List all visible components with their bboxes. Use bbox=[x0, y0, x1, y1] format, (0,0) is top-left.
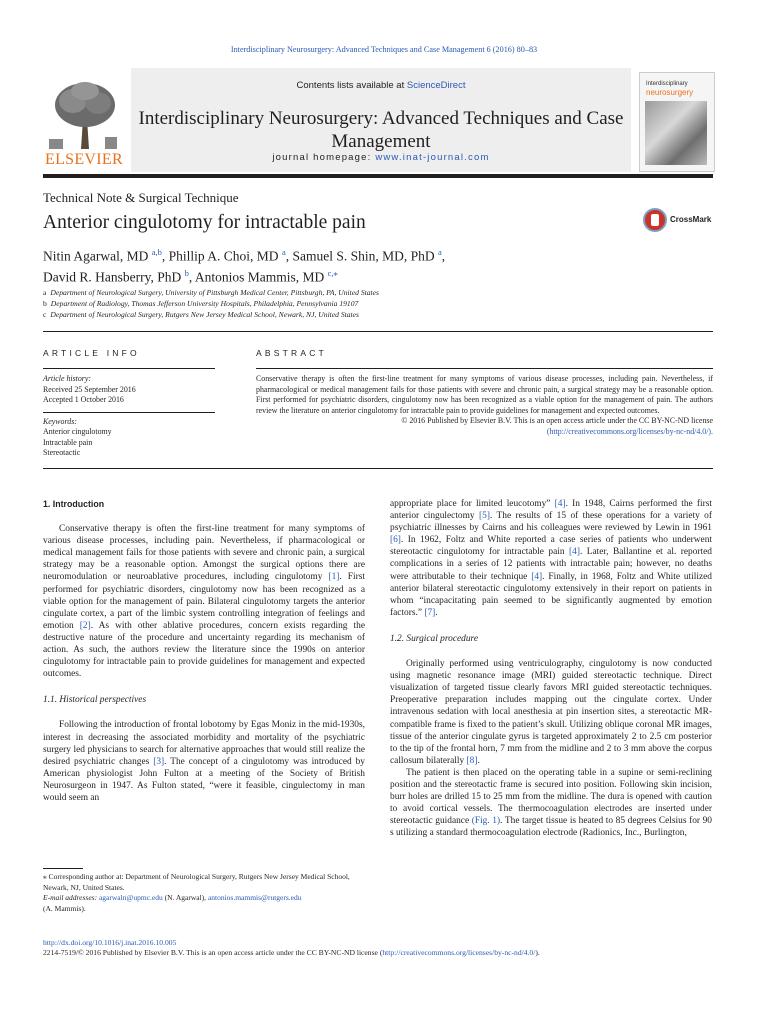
contents-prefix: Contents lists available at bbox=[296, 80, 407, 91]
author-affil-marker[interactable]: a,b bbox=[151, 247, 162, 257]
email-owner-line: (A. Mammis). bbox=[43, 903, 86, 913]
paragraph bbox=[43, 719, 365, 804]
section-heading: 1. Introduction bbox=[43, 499, 105, 509]
keywords-label: Keywords: bbox=[43, 416, 77, 426]
text-run: Conservative therapy is often the first-line treatment for many symptoms of various disease processes, including pain. Nevertheless, if pharmacological or medical management fails for those patients with severe and chronic pain, a surgical strategy may be a reasonable option. Amongst the surgical options there are neuromodulation or neuroablative procedures, including cingulotomy bbox=[43, 524, 365, 583]
affiliations bbox=[43, 287, 379, 320]
affiliations-divider bbox=[43, 331, 713, 332]
citation-link[interactable]: [5] bbox=[479, 511, 490, 522]
keyword: Intractable pain bbox=[43, 437, 93, 447]
masthead bbox=[43, 68, 713, 172]
text-run: . In 1948, Cairns performed the first anterior cingulectomy bbox=[390, 499, 713, 522]
email-note bbox=[43, 893, 365, 904]
abstract-text: Conservative therapy is often the first-line treatment for many symptoms of various disease processes, including pain. Nevertheless, if pharmacological or medical management fails for those patients with severe and chronic pain, a surgical strategy may be a reasonable option. First performed for psychiatric disorders, cingulotomy now has been recognized as a viable option for the management of pain. The authors review the literature on anterior cingulotomy for intractable pain to provide guidelines for management and expected outcomes. bbox=[256, 374, 713, 415]
received-date: Received 25 September 2016 bbox=[43, 384, 136, 394]
figure-link[interactable]: (Fig. 1) bbox=[471, 816, 501, 827]
affiliation-text: Department of Radiology, Thomas Jefferson University Hospitals, Philadelphia, Pennsylvania 19107 bbox=[50, 299, 359, 308]
text-run: The patient is then placed on the operating table in a supine or semi-reclining position and the stereotactic frame is secured into position. Following skin incision, burr holes are drilled 15 to 25 mm from the midline. The dura is opened with caution to avoid cortical vessels. The thermocoagulation electrodes are inserted under stereotactic guidance bbox=[390, 767, 712, 827]
author-affil-marker[interactable]: b bbox=[184, 267, 189, 278]
text-run: appropriate place for limited leucotomy” bbox=[390, 499, 555, 509]
affiliation-item bbox=[43, 287, 379, 298]
abstract-rule bbox=[256, 368, 713, 369]
text-run: . Finally, in 1968, Foltz and White utilized anterior bilateral stereotactic cingulotomy extensively in their report on patients in whom “incapacitating pain seemed to be significantly augmented by emotion factors.” bbox=[390, 571, 712, 618]
paragraph bbox=[390, 658, 712, 767]
text-run: . Later, Ballantine et al. reported complications in a series of 12 patients with intractable pain; however, no deaths were attributable to their technique bbox=[390, 547, 712, 582]
author-name: David R. Hansberry, PhD bbox=[43, 269, 182, 284]
cover-title-line1: Interdisciplinary bbox=[646, 81, 688, 87]
affiliation-text: Department of Neurological Surgery, University of Pittsburgh Medical Center, Pittsburgh, PA, United States bbox=[50, 288, 379, 297]
abstract-bottom-rule bbox=[43, 468, 713, 469]
cover-title-line2: neurosurgery bbox=[646, 88, 694, 97]
body-column-right bbox=[390, 498, 712, 839]
author-line-1 bbox=[43, 244, 445, 265]
author-name: Antonios Mammis, MD bbox=[194, 269, 325, 284]
affiliation-text: Department of Neurological Surgery, Rutgers New Jersey Medical School, Newark, NJ, United States bbox=[50, 310, 359, 319]
crossmark-label: CrossMark bbox=[670, 215, 712, 224]
footnote-rule bbox=[43, 868, 83, 869]
citation-link[interactable]: [6] bbox=[390, 535, 401, 546]
issn-text: 2214-7519/© 2016 Published by Elsevier B.V. This is an open access article under the CC BY-NC-ND license ( bbox=[43, 948, 383, 958]
elsevier-logo bbox=[43, 79, 125, 171]
text-run: . The results of 15 of these operations for a variety of psychiatric illnesses by Cairns and his colleagues were reviewed by Lewin in 1961 bbox=[390, 511, 712, 534]
body-column-left bbox=[43, 498, 365, 804]
history-label: Article history: bbox=[43, 374, 91, 383]
text-run: . The concept of a cingulotomy was introduced by American physiologist John Fulton at a meeting of the Society of British Neurosurgeon in 1947. As Fulton stated, “were it feasible, cingulectomy in man would seem an bbox=[43, 756, 365, 803]
abstract-license-link[interactable]: (http://creativecommons.org/licenses/by-nc-nd/4.0/). bbox=[546, 426, 713, 436]
author-list bbox=[43, 244, 445, 285]
author-name: Samuel S. Shin, MD, PhD bbox=[292, 248, 435, 264]
journal-homepage bbox=[131, 152, 631, 163]
doi-link[interactable]: http://dx.doi.org/10.1016/j.inat.2016.10.005 bbox=[43, 938, 177, 947]
author-sep: , bbox=[285, 248, 293, 264]
author-sep: , bbox=[441, 248, 446, 264]
author-name: Nitin Agarwal, MD bbox=[43, 248, 149, 264]
keyword: Anterior cingulotomy bbox=[43, 427, 112, 436]
abstract-license: © 2016 Published by Elsevier B.V. This is an open access article under the CC BY-NC-ND license bbox=[401, 416, 713, 426]
author-affil-marker[interactable]: c,⁎ bbox=[327, 267, 338, 278]
author-affil-marker[interactable]: a bbox=[438, 247, 442, 257]
article-info-rule bbox=[43, 368, 215, 369]
journal-title: Interdisciplinary Neurosurgery: Advanced Techniques and Case Management bbox=[138, 108, 624, 152]
crossmark-badge[interactable] bbox=[643, 208, 715, 236]
text-run: . bbox=[477, 755, 480, 766]
article-type: Technical Note & Surgical Technique bbox=[43, 190, 239, 205]
journal-banner bbox=[131, 68, 631, 172]
citation-link[interactable]: [7] bbox=[424, 607, 436, 618]
citation-link[interactable]: [2] bbox=[79, 620, 91, 631]
citation-link[interactable]: [8] bbox=[466, 755, 478, 766]
email-link[interactable]: agarwaln@upmc.edu bbox=[98, 893, 163, 902]
tree-icon bbox=[43, 79, 125, 151]
text-run: Following the introduction of frontal lobotomy by Egas Moniz in the mid-1930s, interest in decreasing the associated morbidity and mortality of the psychiatric surgery led physicians to search for alternative approaches that would still realize the desired psychiatric changes bbox=[43, 720, 365, 767]
homepage-label: journal homepage: bbox=[272, 152, 376, 163]
crossmark-icon bbox=[643, 208, 667, 232]
email-owner: (N. Agarwal), bbox=[162, 893, 208, 902]
issn-line bbox=[43, 948, 713, 958]
affiliation-marker: c bbox=[43, 310, 47, 319]
author-affil-marker[interactable]: a bbox=[281, 247, 286, 257]
citation-link[interactable]: [3] bbox=[153, 756, 165, 767]
article-info bbox=[43, 374, 215, 459]
text-run: . In 1962, Foltz and White reported a case series of patients who underwent stereotactic cingulotomy for intractable pain bbox=[390, 535, 712, 558]
author-sep: , bbox=[188, 269, 195, 284]
author-line-2 bbox=[43, 265, 445, 286]
page-footer bbox=[43, 938, 713, 959]
homepage-link[interactable]: www.inat-journal.com bbox=[375, 152, 490, 163]
paragraph bbox=[390, 498, 712, 619]
cover-image bbox=[645, 101, 707, 165]
email-link[interactable]: antonios.mammis@rutgers.edu bbox=[207, 893, 302, 902]
author-name: Phillip A. Choi, MD bbox=[168, 248, 279, 264]
affiliation-item bbox=[43, 298, 379, 309]
citation-link[interactable]: [1] bbox=[328, 572, 340, 583]
article-info-heading: ARTICLE INFO bbox=[43, 348, 140, 358]
accepted-date: Accepted 1 October 2016 bbox=[43, 395, 124, 404]
contents-line bbox=[131, 80, 631, 91]
keyword: Stereotactic bbox=[43, 448, 81, 457]
text-run: Originally performed using ventriculography, cingulotomy is now conducted using magnetic resonance image (MRI) guided stereotactic technique. Direct visualization of targeted tissue clearly favors MRI guided stereotactic techniques. Preoperative preparation includes mapping out the cingulate cortex. Under intravenous sedation with local anesthesia at pin insertion sites, a stereotactic MR-compatible frame is fixed to the patient’s skull. Utilizing oblique coronal MR images, tissue of the anterior cingulate gyrus is targeted approximately 2 to 2.5 cm posterior to the tip of the frontal horn, 7 mm from the midline and 2 to 3 mm above the corpus callosum bilaterally bbox=[390, 659, 712, 766]
subsection-heading: 1.1. Historical perspectives bbox=[43, 695, 147, 706]
issn-end: ). bbox=[535, 948, 540, 958]
affiliation-marker: b bbox=[43, 299, 47, 308]
elsevier-wordmark: ELSEVIER bbox=[45, 151, 123, 168]
text-run: . First performed for psychiatric disorders, cingulotomy now has been recognized as a viable option for the management of pain. Bilateral cingulotomy targets the anterior cingulate cortex, a part of the limbic system controlling integration of feelings and emotion bbox=[43, 572, 365, 631]
journal-cover-thumbnail[interactable] bbox=[639, 72, 715, 172]
citation-link[interactable]: [4] bbox=[569, 547, 580, 558]
masthead-divider bbox=[43, 174, 713, 178]
citation-link[interactable]: [4] bbox=[531, 571, 543, 582]
text-run: . bbox=[435, 607, 438, 618]
corresponding-author-note: ⁎ Corresponding author at: Department of Neurological Surgery, Rutgers New Jersey Medical School, Newark, NJ, United States. bbox=[43, 872, 350, 892]
abstract-body bbox=[256, 374, 713, 438]
abstract-heading: ABSTRACT bbox=[256, 348, 327, 358]
license-link[interactable]: http://creativecommons.org/licenses/by-nc-nd/4.0/ bbox=[382, 948, 536, 958]
text-run: . As with other ablative procedures, concern exists regarding the destructive nature of the procedure and uncertainty regarding its mechanism of action. As such, the authors review the literature since the 1990s on anterior cingulotomy for intractable pain to provide guidelines for management and expected outcomes. bbox=[43, 620, 365, 680]
text-run: . The target tissue is heated to 85 degrees Celsius for 90 s utilizing a standard thermocoagulation electrode (Radionics, Inc., Burlington, bbox=[390, 816, 712, 839]
journal-citation[interactable]: Interdisciplinary Neurosurgery: Advanced Techniques and Case Management 6 (2016) 80–83 bbox=[230, 45, 538, 54]
email-label: E-mail addresses: bbox=[43, 893, 99, 902]
affiliation-item bbox=[43, 309, 379, 320]
citation-link[interactable]: [4] bbox=[554, 499, 566, 509]
subsection-heading: 1.2. Surgical procedure bbox=[390, 633, 479, 644]
affiliation-marker: a bbox=[43, 288, 47, 297]
sciencedirect-link[interactable]: ScienceDirect bbox=[406, 80, 466, 91]
author-sep: , bbox=[161, 248, 169, 264]
article-title: Anterior cingulotomy for intractable pain bbox=[43, 212, 366, 233]
paragraph bbox=[390, 767, 712, 840]
keywords-rule bbox=[43, 412, 215, 413]
paragraph bbox=[43, 523, 365, 680]
footnotes bbox=[43, 872, 365, 914]
